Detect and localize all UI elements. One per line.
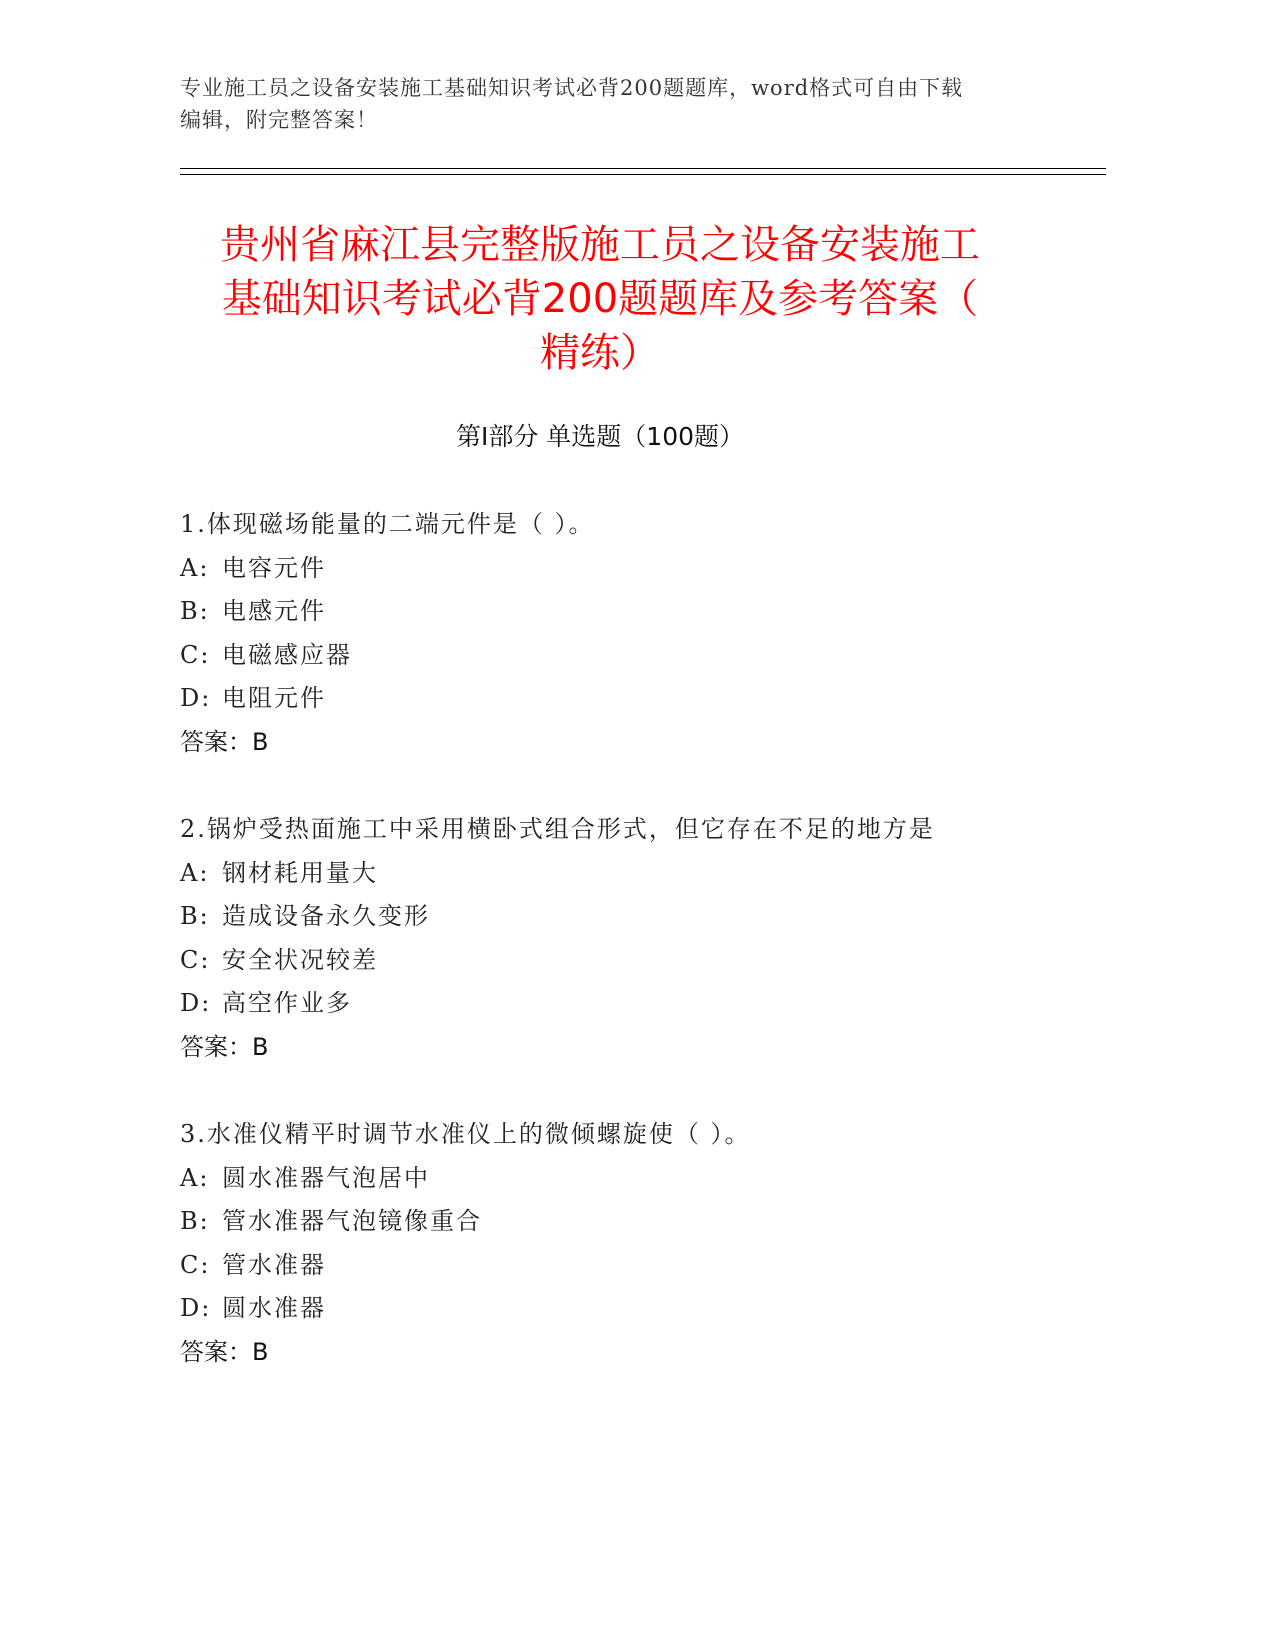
option-label: C: (180, 640, 211, 669)
option-label: B: (180, 597, 210, 625)
option-label: B: (180, 1207, 210, 1235)
answer: 答案：B (180, 1032, 269, 1061)
header-note-line1: 专业施工员之设备安装施工基础知识考试必背200题题库，word格式可自由下载 (180, 76, 964, 100)
question-text: 1.体现磁场能量的二端元件是（ ）。 (180, 510, 595, 538)
question-1 (180, 506, 1140, 767)
document-title (160, 218, 1040, 380)
option-label: C: (180, 1250, 211, 1279)
option-c (180, 1247, 1140, 1291)
option-label: D: (180, 684, 212, 712)
option-text: 造成设备永久变形 (222, 902, 430, 930)
option-b (180, 898, 1140, 942)
question-list (180, 506, 1140, 1421)
option-label: A: (180, 858, 210, 887)
option-a (180, 550, 1140, 594)
question-text: 3.水准仪精平时调节水准仪上的微倾螺旋使（ ）。 (180, 1120, 751, 1148)
option-b (180, 593, 1140, 637)
option-text: 高空作业多 (222, 989, 352, 1017)
option-text: 管水准器 (222, 1250, 326, 1279)
question-3 (180, 1116, 1140, 1377)
option-c (180, 942, 1140, 986)
option-text: 安全状况较差 (222, 945, 378, 974)
option-label: C: (180, 945, 211, 974)
option-label: D: (180, 989, 212, 1017)
document-title-line1: 贵州省麻江县完整版施工员之设备安装施工 (220, 222, 980, 268)
header-note-line2: 编辑，附完整答案！ (180, 108, 378, 132)
answer: 答案：B (180, 1337, 269, 1366)
option-text: 圆水准器气泡居中 (222, 1163, 430, 1192)
header-note (180, 72, 1040, 136)
document-title-line2: 基础知识考试必背200题题库及参考答案（ (221, 276, 979, 322)
option-a (180, 1160, 1140, 1204)
document-title-line3: 精练） (540, 330, 660, 376)
answer: 答案：B (180, 727, 269, 756)
option-text: 电感元件 (222, 597, 326, 625)
option-label: A: (180, 553, 210, 582)
option-text: 管水准器气泡镜像重合 (222, 1207, 482, 1235)
option-text: 圆水准器 (222, 1294, 326, 1322)
option-label: A: (180, 1163, 210, 1192)
question-text: 2.锅炉受热面施工中采用横卧式组合形式，但它存在不足的地方是 (180, 815, 935, 843)
option-label: B: (180, 902, 210, 930)
option-label: D: (180, 1294, 212, 1322)
section-title: 第Ⅰ部分 单选题（100题） (455, 422, 745, 451)
header-divider-top (180, 168, 1106, 169)
option-d (180, 985, 1140, 1029)
option-text: 电容元件 (222, 553, 326, 582)
question-2 (180, 811, 1140, 1072)
option-text: 电磁感应器 (222, 640, 352, 669)
option-d (180, 680, 1140, 724)
option-text: 钢材耗用量大 (222, 858, 378, 887)
header-divider-bottom (180, 174, 1106, 175)
option-d (180, 1290, 1140, 1334)
option-c (180, 637, 1140, 681)
option-a (180, 855, 1140, 899)
option-b (180, 1203, 1140, 1247)
option-text: 电阻元件 (222, 684, 326, 712)
